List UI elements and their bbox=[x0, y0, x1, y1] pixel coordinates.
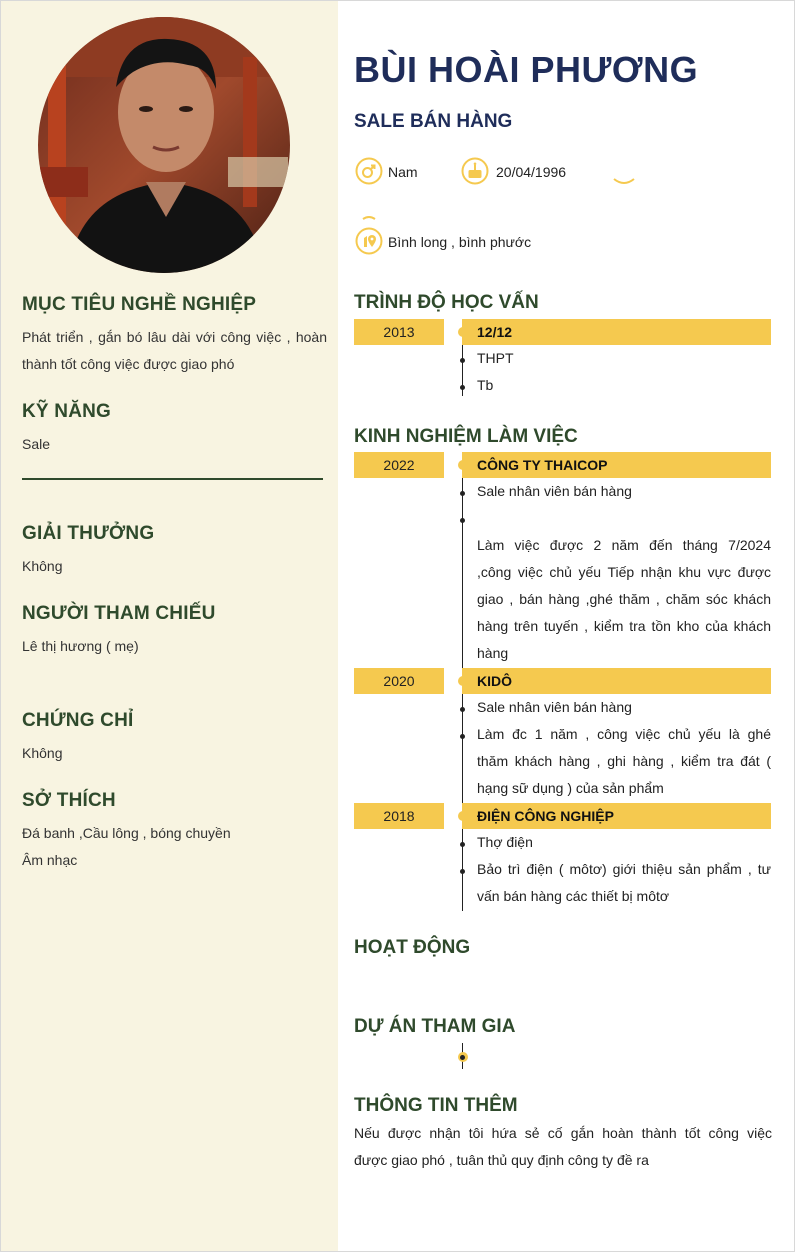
bullet-dot bbox=[460, 358, 465, 363]
career-goal-line-2: thành tốt công việc được giao phó bbox=[22, 356, 235, 372]
birthday-value: 20/04/1996 bbox=[496, 164, 567, 180]
full-name: BÙI HOÀI PHƯƠNG bbox=[354, 49, 699, 90]
education-title: 12/12 bbox=[462, 319, 771, 345]
experience-year: 2018 bbox=[354, 803, 444, 829]
experience-year: 2020 bbox=[354, 668, 444, 694]
additional-info-line-1: Nếu được nhận tôi hứa sẻ cố gắn hoàn thành tốt công việc bbox=[354, 1125, 772, 1141]
awards-heading: GIẢI THƯỞNG bbox=[22, 523, 155, 544]
experience-desc-line: Làm việc được 2 năm đến tháng 7/2024 bbox=[477, 537, 771, 553]
experience-desc-line: ,công việc chủ yếu Tiếp nhận khu vực được bbox=[477, 564, 771, 580]
activities-heading: HOẠT ĐỘNG bbox=[354, 937, 471, 958]
experience-desc-line: hàng bbox=[477, 645, 509, 661]
hobbies-line-2: Âm nhạc bbox=[22, 852, 78, 868]
bullet-dot bbox=[460, 385, 465, 390]
bullet-dot bbox=[460, 707, 465, 712]
experience-desc-line: vấn bán hàng các thiết bị môtơ bbox=[477, 888, 670, 904]
experience-desc-line: Làm đc 1 năm , công việc chủ yếu là ghé bbox=[477, 726, 771, 742]
experience-desc-line: giao , bán hàng ,ghé thăm , chăm sóc khách bbox=[477, 591, 771, 607]
gender-icon bbox=[355, 157, 383, 185]
experience-company: KIDÔ bbox=[462, 668, 771, 694]
additional-info-heading: THÔNG TIN THÊM bbox=[354, 1095, 518, 1116]
bullet-dot bbox=[460, 842, 465, 847]
timeline-dot bbox=[458, 811, 468, 821]
skills-text: Sale bbox=[22, 436, 51, 452]
skills-divider bbox=[22, 478, 323, 480]
bullet-dot bbox=[460, 869, 465, 874]
education-year: 2013 bbox=[354, 319, 444, 345]
additional-info-text bbox=[354, 1120, 772, 1174]
references-heading: NGƯỜI THAM CHIẾU bbox=[22, 603, 216, 624]
experience-company: ĐIỆN CÔNG NGHIỆP bbox=[462, 803, 771, 829]
timeline-dot bbox=[458, 676, 468, 686]
empty-contact-icon bbox=[610, 157, 638, 185]
gender-value: Nam bbox=[388, 164, 418, 180]
education-item: Tb bbox=[477, 377, 494, 393]
experience-year: 2022 bbox=[354, 452, 444, 478]
cake-icon bbox=[461, 157, 489, 185]
bullet-dot bbox=[460, 518, 465, 523]
map-pin-icon bbox=[355, 227, 383, 255]
main-content bbox=[338, 1, 794, 1251]
career-goal-line-1: Phát triển , gắn bó lâu dài với công việc , hoàn bbox=[22, 329, 327, 345]
skills-heading: KỸ NĂNG bbox=[22, 401, 112, 422]
projects-heading: DỰ ÁN THAM GIA bbox=[354, 1016, 516, 1037]
experience-role: Thợ điện bbox=[477, 834, 533, 850]
education-heading: TRÌNH ĐỘ HỌC VẤN bbox=[354, 292, 539, 313]
additional-info-line-2: được giao phó , tuân thủ quy định công ty đề ra bbox=[354, 1152, 649, 1168]
hobbies-heading: SỞ THÍCH bbox=[22, 790, 116, 811]
profile-photo bbox=[38, 17, 290, 273]
career-goal-heading: MỤC TIÊU NGHỀ NGHIỆP bbox=[22, 294, 257, 315]
certificates-text: Không bbox=[22, 745, 63, 761]
hobbies-line-1: Đá banh ,Cầu lông , bóng chuyền bbox=[22, 825, 231, 841]
certificates-heading: CHỨNG CHỈ bbox=[22, 710, 134, 731]
job-title: SALE BÁN HÀNG bbox=[354, 111, 513, 132]
timeline-dot bbox=[458, 327, 468, 337]
experience-heading: KINH NGHIỆM LÀM VIỆC bbox=[354, 426, 578, 447]
empty-contact-icon-2 bbox=[355, 213, 383, 221]
experience-role: Sale nhân viên bán hàng bbox=[477, 699, 632, 715]
experience-company: CÔNG TY THAICOP bbox=[462, 452, 771, 478]
sidebar bbox=[1, 1, 338, 1251]
bullet-dot bbox=[460, 1055, 465, 1060]
experience-desc-line: thăm khách hàng , ghi hàng , kiểm tra đát ( bbox=[477, 753, 771, 769]
timeline-dot bbox=[458, 460, 468, 470]
address-value: Bình long , bình phước bbox=[388, 234, 532, 250]
references-text: Lê thị hương ( mẹ) bbox=[22, 638, 139, 654]
experience-desc-line: hạng sữ dụng ) của sản phẩm bbox=[477, 780, 664, 796]
experience-desc-line: hàng trên tuyến , kiểm tra tồn kho của khách bbox=[477, 618, 771, 634]
education-item: THPT bbox=[477, 350, 514, 366]
bullet-dot bbox=[460, 734, 465, 739]
experience-role: Sale nhân viên bán hàng bbox=[477, 483, 632, 499]
experience-desc-line: Bảo trì điện ( môtơ) giới thiệu sản phẩm , tư bbox=[477, 861, 771, 877]
bullet-dot bbox=[460, 491, 465, 496]
awards-text: Không bbox=[22, 558, 63, 574]
